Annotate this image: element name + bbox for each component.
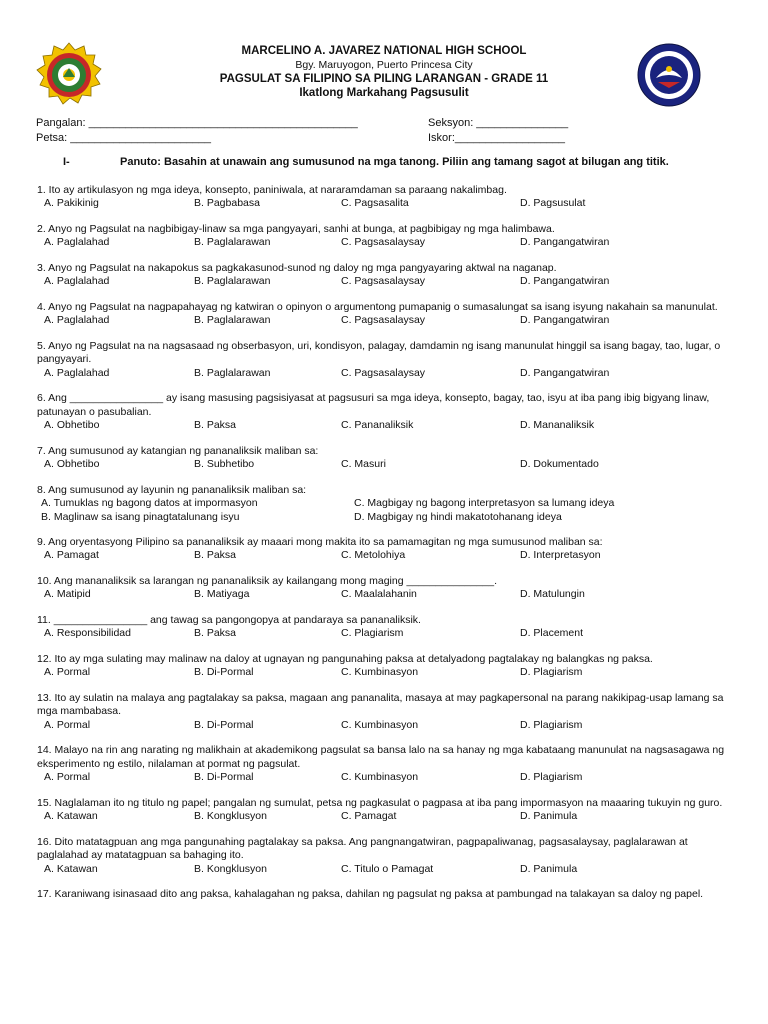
subject-title: PAGSULAT SA FILIPINO SA PILING LARANGAN - GRADE 11 [219,73,549,85]
answer-choice[interactable]: B. Paglalarawan [194,275,271,288]
answer-choice[interactable]: B. Paksa [194,627,237,640]
question-text: 1. Ito ay artikulasyon ng mga ideya, konsepto, paniniwala, at nararamdaman sa paraang nakalimbag. [37,184,507,196]
choice-row [37,549,737,562]
question-text: 4. Anyo ng Pagsulat na nagpapahayag ng katwiran o opinyon o argumentong pumapanig o sumasalungat sa isang isyung nakahain sa manunulat. [37,300,718,313]
answer-choice[interactable]: A. Katawan [44,810,98,823]
question-item [37,575,737,602]
answer-choice[interactable]: D. Plagiarism [520,666,583,679]
choice-row [37,275,737,288]
answer-choice[interactable]: C. Pagsasalaysay [341,275,426,288]
deped-seal-logo [636,42,702,108]
answer-choice[interactable]: A. Pormal [44,666,91,679]
answer-choice[interactable]: B. Maglinaw sa isang pinagtatalunang isyu [41,510,240,523]
choice-row [37,771,737,784]
exam-title: Ikatlong Markahang Pagsusulit [299,87,469,99]
question-item [37,301,737,328]
question-item [37,262,737,289]
answer-choice[interactable]: B. Paksa [194,419,237,432]
answer-choice[interactable]: C. Pagsasalita [341,197,409,210]
answer-choice[interactable]: C. Plagiarism [341,627,404,640]
question-text: 3. Anyo ng Pagsulat na nakapokus sa pagkakasunod-sunod ng daloy ng mga pangyayaring aktwal na naganap. [37,261,557,274]
question-text: 17. Karaniwang isinasaad dito ang paksa, kahalagahan ng paksa, dahilan ng pagsulat ng paksa at pambungad na talakayan sa daloy ng papel. [37,888,704,901]
answer-choice[interactable]: C. Kumbinasyon [341,771,419,784]
answer-choice[interactable]: C. Maalalahanin [341,588,417,601]
answer-choice[interactable]: A. Matipid [44,588,91,601]
answer-choice[interactable]: B. Matiyaga [194,588,250,601]
answer-choice[interactable]: D. Pangangatwiran [520,236,610,249]
school-address: Bgy. Maruyogon, Puerto Princesa City [295,59,473,71]
answer-choice[interactable]: D. Panimula [520,810,578,823]
choice-row [37,627,737,640]
question-item [37,836,737,876]
answer-choice[interactable]: A. Obhetibo [44,458,100,471]
section-number: I- [63,156,70,168]
question-text: 12. Ito ay mga sulating may malinaw na daloy at ugnayan ng pangunahing paksa at detalyadong pagtalakay ng balangkas ng paksa. [37,653,653,666]
answer-choice[interactable]: B. Di-Pormal [194,666,254,679]
choice-row [37,719,737,732]
answer-choice[interactable]: C. Titulo o Pamagat [341,862,434,875]
answer-choice[interactable]: B. Paglalarawan [194,236,271,249]
choice-row [37,458,737,471]
question-item [37,653,737,680]
question-item [37,184,737,211]
answer-choice[interactable]: B. Di-Pormal [194,771,254,784]
answer-choice[interactable]: A. Pakikinig [44,197,99,210]
answer-choice[interactable]: D. Mananaliksik [520,419,595,432]
answer-choice[interactable]: A. Paglalahad [44,236,110,249]
iskor-field[interactable]: Iskor:__________________ [428,132,566,144]
question-text: 6. Ang ________________ ay isang masusing pagsisiyasat at pagsusuri sa mga ideya, konsepto, bagay, tao, isyu at iba pang ibig bigyang linaw, patunayan o pasubalian. [37,392,710,418]
answer-choice[interactable]: D. Pangangatwiran [520,366,610,379]
answer-choice[interactable]: B. Paksa [194,549,237,562]
instruction-line [63,156,743,168]
answer-choice[interactable]: B. Paglalarawan [194,314,271,327]
answer-choice[interactable]: D. Magbigay ng hindi makatotohanang ideya [354,510,562,523]
question-item [37,888,737,901]
question-text: 11. ________________ ang tawag sa pangongopya at pandaraya sa pananaliksik. [37,614,421,627]
pangalan-field[interactable]: Pangalan: ____________________________________________ [36,117,358,129]
question-text: 14. Malayo na rin ang narating ng malikhain at akademikong pagsulat sa bansa lalo na sa hanay ng mga kabataang manunulat na nagsasagawa ng eksperimento ng estilo, nilalaman at pormat ng pagsulat. [37,744,725,770]
question-list [37,184,737,914]
answer-choice[interactable]: C. Kumbinasyon [341,718,419,731]
answer-choice[interactable]: D. Pangangatwiran [520,275,610,288]
answer-choice[interactable]: A. Paglalahad [44,275,110,288]
question-text: 10. Ang mananaliksik sa larangan ng pananaliksik ay kailangang mong maging _______________. [37,575,498,588]
answer-choice[interactable]: B. Paglalarawan [194,366,271,379]
question-item [37,744,737,784]
answer-choice[interactable]: C. Pagsasalaysay [341,236,426,249]
answer-choice[interactable]: A. Paglalahad [44,366,110,379]
seksyon-field[interactable]: Seksyon: _______________ [428,117,569,129]
choice-row [37,497,737,510]
question-text: 5. Anyo ng Pagsulat na na nagsasaad ng obserbasyon, uri, kondisyon, palagay, damdamin ng isang manunulat hinggil sa isang bagay, tao, lugar, o pangyayari. [37,339,721,366]
choice-row [37,197,737,210]
answer-choice[interactable]: A. Katawan [44,862,98,875]
question-text: 16. Dito matatagpuan ang mga pangunahing pagtalakay sa paksa. Ang pangnangatwiran, pagpapaliwanag, pagsasalaysay, paglalarawan at paglalahad ay matatagpuan sa bahaging ito. [37,835,688,862]
exam-header [150,44,618,100]
answer-choice[interactable]: A. Pamagat [44,549,99,562]
answer-choice[interactable]: D. Dokumentado [520,458,599,471]
question-text: 9. Ang oryentasyong Pilipino sa pananaliksik ay maaari mong makita ito sa pamamagitan ng mga sumusunod maliban sa: [37,536,603,549]
choice-row [37,863,737,876]
answer-choice[interactable]: C. Pagsasalaysay [341,314,426,327]
answer-choice[interactable]: B. Di-Pormal [194,718,254,731]
choice-row [37,419,737,432]
question-item [37,692,737,732]
question-item [37,484,737,524]
question-item [37,536,737,563]
answer-choice[interactable]: D. Plagiarism [520,771,583,784]
answer-choice[interactable]: C. Pagsasalaysay [341,366,426,379]
answer-choice[interactable]: C. Pananaliksik [341,419,414,432]
petsa-field[interactable]: Petsa: _______________________ [36,132,211,144]
answer-choice[interactable]: B. Subhetibo [194,458,255,471]
answer-choice[interactable]: A. Pormal [44,771,91,784]
question-text: 2. Anyo ng Pagsulat na nagbibigay-linaw sa mga pangyayari, sanhi at bunga, at pagbibigay ng mga halimbawa. [37,222,555,235]
student-info-fields [36,117,736,147]
answer-choice[interactable]: D. Matulungin [520,588,585,601]
answer-choice[interactable]: C. Metolohiya [341,549,406,562]
choice-row [37,314,737,327]
answer-choice[interactable]: D. Pangangatwiran [520,314,610,327]
choice-row [37,666,737,679]
answer-choice[interactable]: D. Panimula [520,862,578,875]
question-item [37,392,737,432]
question-text: 7. Ang sumusunod ay katangian ng pananaliksik maliban sa: [37,444,319,457]
choice-row [37,367,737,380]
answer-choice[interactable]: B. Kongklusyon [194,862,267,875]
answer-choice[interactable]: C. Pamagat [341,810,397,823]
choice-row [37,588,737,601]
question-item [37,223,737,250]
answer-choice[interactable]: C. Masuri [341,458,386,471]
answer-choice[interactable]: D. Pagsusulat [520,197,586,210]
question-item [37,340,737,380]
answer-choice[interactable]: A. Paglalahad [44,314,110,327]
answer-choice[interactable]: B. Kongklusyon [194,810,267,823]
answer-choice[interactable]: D. Placement [520,627,584,640]
instruction-text: Panuto: Basahin at unawain ang sumusunod na mga tanong. Piliin ang tamang sagot at bilugan ang titik. [120,156,669,168]
choice-row [37,236,737,249]
question-text: 15. Naglalaman ito ng titulo ng papel; pangalan ng sumulat, petsa ng pagkasulat o pagpasa at iba pang impormasyon na maaaring tukuyin ng guro. [37,796,723,809]
question-text: 8. Ang sumusunod ay layunin ng pananaliksik maliban sa: [37,483,307,496]
answer-choice[interactable]: A. Tumuklas ng bagong datos at impormasyon [41,497,258,510]
school-name: MARCELINO A. JAVAREZ NATIONAL HIGH SCHOOL [241,45,527,57]
answer-choice[interactable]: D. Interpretasyon [520,549,601,562]
answer-choice[interactable]: A. Pormal [44,718,91,731]
choice-row [37,511,737,524]
answer-choice[interactable]: D. Plagiarism [520,718,583,731]
answer-choice[interactable]: A. Obhetibo [44,419,100,432]
question-item [37,797,737,824]
answer-choice[interactable]: B. Pagbabasa [194,197,260,210]
answer-choice[interactable]: A. Responsibilidad [44,627,131,640]
question-text: 13. Ito ay sulatin na malaya ang pagtalakay sa paksa, magaan ang pananalita, masaya at may pagkapersonal na parang nakikipag-usap lamang sa mga mambabasa. [37,692,724,718]
answer-choice[interactable]: C. Magbigay ng bagong interpretasyon sa lumang ideya [354,497,615,510]
school-seal-logo [36,42,102,108]
answer-choice[interactable]: C. Kumbinasyon [341,666,419,679]
choice-row [37,810,737,823]
question-item [37,614,737,641]
question-item [37,445,737,472]
